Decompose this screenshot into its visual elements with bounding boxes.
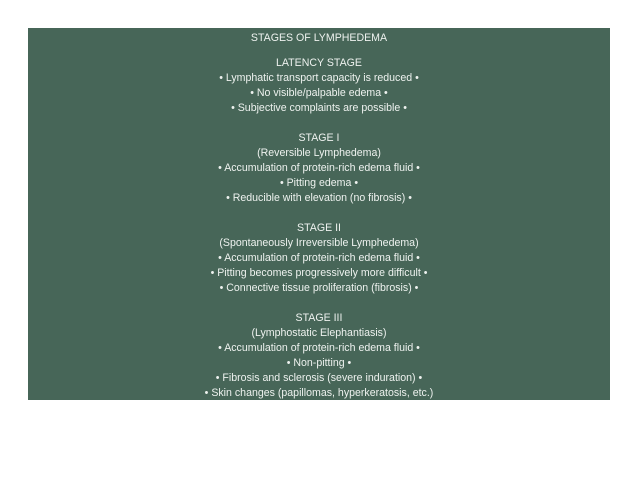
stage-3-item: • Non-pitting • xyxy=(286,357,352,369)
stage-3-subtitle: (Lymphostatic Elephantiasis) xyxy=(251,327,387,339)
stage-1-item: • Reducible with elevation (no fibrosis) • xyxy=(226,192,412,204)
stage-2-item: • Accumulation of protein-rich edema fluid • xyxy=(218,252,420,264)
stage-3-item: • Skin changes (papillomas, hyperkeratosis, etc.) xyxy=(204,387,434,399)
slide-panel xyxy=(28,28,610,400)
stage-2-heading: STAGE II xyxy=(297,222,341,234)
stage-1-item: • Accumulation of protein-rich edema fluid • xyxy=(218,162,420,174)
latency-stage-heading: LATENCY STAGE xyxy=(276,57,362,69)
stage-3-item: • Fibrosis and sclerosis (severe induration) • xyxy=(215,372,423,384)
latency-stage-item: • Subjective complaints are possible • xyxy=(231,102,407,114)
stage-3-item: • Accumulation of protein-rich edema fluid • xyxy=(218,342,420,354)
latency-stage-item: • Lymphatic transport capacity is reduced • xyxy=(219,72,419,84)
stage-1-heading: STAGE I xyxy=(298,132,340,144)
stage-2-item: • Connective tissue proliferation (fibrosis) • xyxy=(219,282,419,294)
page-title: STAGES OF LYMPHEDEMA xyxy=(250,32,388,44)
latency-stage-item: • No visible/palpable edema • xyxy=(250,87,388,99)
stage-1-subtitle: (Reversible Lymphedema) xyxy=(257,147,381,159)
stage-2-subtitle: (Spontaneously Irreversible Lymphedema) xyxy=(219,237,419,249)
stage-1-item: • Pitting edema • xyxy=(279,177,359,189)
stage-3-heading: STAGE III xyxy=(295,312,343,324)
stage-2-item: • Pitting becomes progressively more difficult • xyxy=(210,267,428,279)
